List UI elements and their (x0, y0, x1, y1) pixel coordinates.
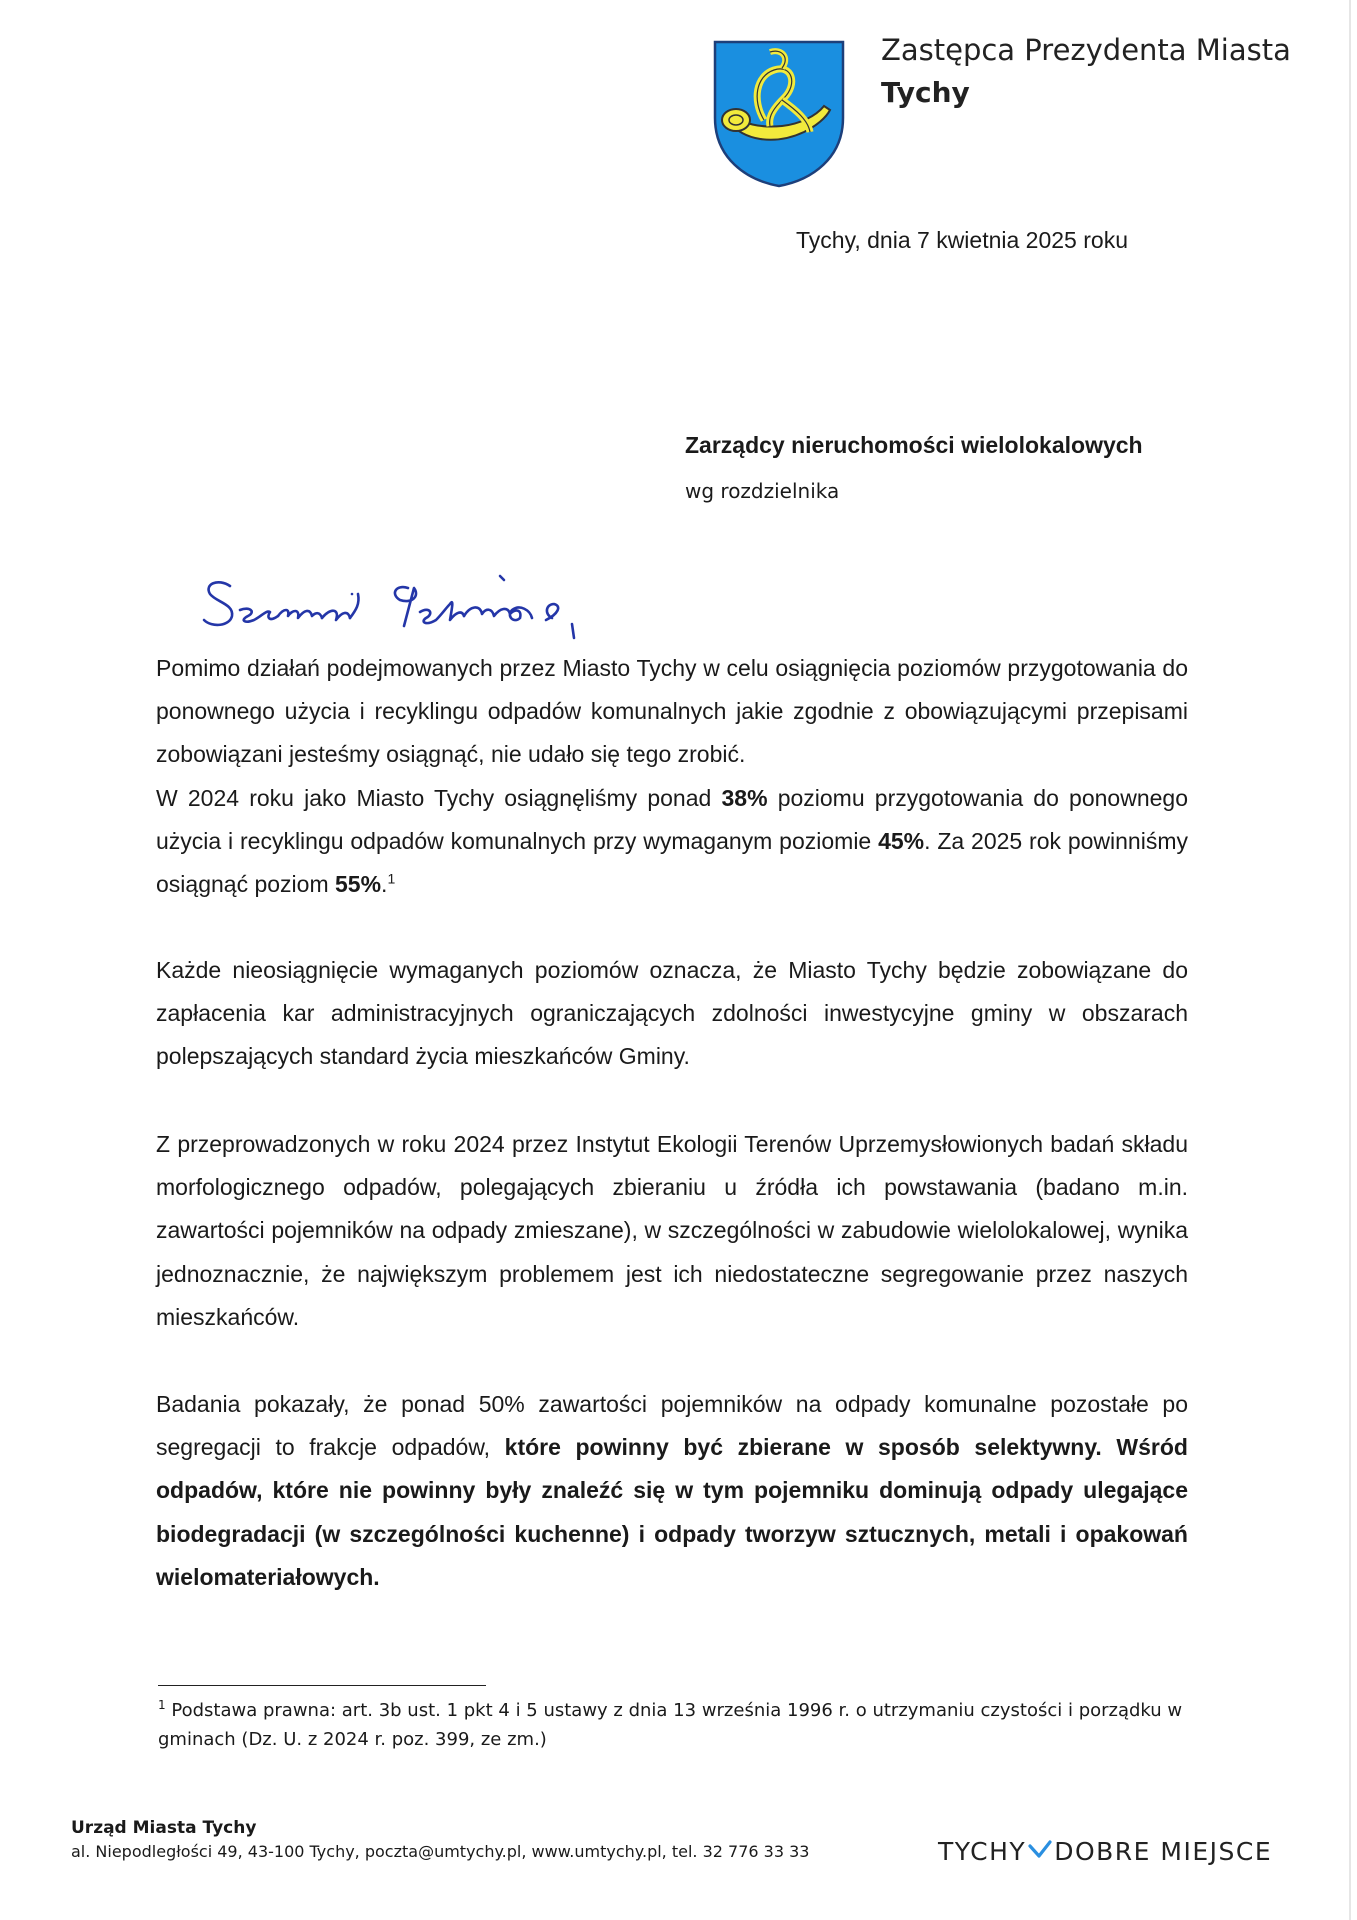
p1-value-required: 45% (878, 827, 925, 854)
p1-value-2025: 55% (335, 871, 382, 898)
handwritten-salutation (200, 568, 630, 648)
recipient-distribution: wg rozdzielnika (685, 479, 840, 503)
checkmark-icon (1028, 1837, 1052, 1866)
slogan-left: TYCHY (938, 1837, 1027, 1866)
footnote-text: Podstawa prawna: art. 3b ust. 1 pkt 4 i 5 ustawy z dnia 13 września 1996 r. o utrzymaniu czystości i porządku w gminach (Dz. U. z 2024 r. poz. 399, ze zm.) (158, 1700, 1183, 1750)
p1-value-2024: 38% (721, 784, 768, 811)
issuer-title: Zastępca Prezydenta Miasta (881, 33, 1291, 67)
footer-organization: Urząd Miasta Tychy (71, 1818, 257, 1838)
scan-edge (1349, 0, 1351, 1920)
letter-date: Tychy, dnia 7 kwietnia 2025 roku (796, 227, 1128, 253)
footnote-separator (158, 1685, 486, 1686)
city-crest-logo (712, 40, 846, 188)
issuer-city: Tychy (881, 76, 970, 109)
city-slogan-logo (938, 1837, 1272, 1866)
p4-text-bold: które powinny być zbierane w sposób selektywny. Wśród odpadów, które nie powinny były znaleźć się w tym pojemniku dominują odpady ulegające biodegradacji (w szczególności kuchenne) i odpady tworzyw sztucznych, metali i opakowań wielomateriałowych. (156, 1434, 1188, 1590)
p1-text-b5: . Za 2025 rok powinniśmy osiągnąć poziom (156, 827, 1188, 898)
body-paragraph-2: Każde nieosiągnięcie wymaganych poziomów oznacza, że Miasto Tychy będzie zobowiązane do zapłacenia kar administracyjnych ograniczających zdolności inwestycyjne gminy w obszarach polepszających standard życia mieszkańców Gminy. (156, 957, 1188, 1070)
slogan-right: DOBRE MIEJSCE (1054, 1837, 1273, 1866)
body-paragraph-4 (156, 1383, 1188, 1599)
p1-text-b3: poziomu przygotowania do ponownego użycia i recyklingu odpadów komunalnych przy wymaganym poziomie (156, 784, 1188, 854)
recipient-name: Zarządcy nieruchomości wielolokalowych (685, 432, 1143, 458)
p1-text-b1: W 2024 roku jako Miasto Tychy osiągnęliśmy ponad (156, 784, 722, 811)
footer-address: al. Niepodległości 49, 43-100 Tychy, poczta@umtychy.pl, www.umtychy.pl, tel. 32 776 33 33 (71, 1842, 810, 1861)
footnote-reference: 1 (387, 870, 396, 887)
body-paragraph-3: Z przeprowadzonych w roku 2024 przez Instytut Ekologii Terenów Uprzemysłowionych badań składu morfologicznego odpadów, polegających zbieraniu u źródła ich powstawania (badano m.in. zawartości pojemników na odpady zmieszane), w szczególności w zabudowie wielolokalowej, wynika jednoznacznie, że największym problemem jest ich niedostateczne segregowanie przez naszych mieszkańców. (156, 1131, 1188, 1330)
footnote-mark: 1 (158, 1698, 166, 1712)
p1-text-a: Pomimo działań podejmowanych przez Miasto Tychy w celu osiągnięcia poziomów przygotowania do ponownego użycia i recyklingu odpadów komunalnych jakie zgodnie z obowiązującymi przepisami zobowiązani jesteśmy osiągnąć, nie udało się tego zrobić. (156, 655, 1188, 768)
footnote (158, 1696, 1198, 1754)
p1-text-b7: . (381, 871, 388, 898)
body-paragraph-1 (156, 647, 1188, 906)
p4-text-a: Badania pokazały, że ponad 50% zawartości pojemników na odpady komunalne pozostałe po segregacji to frakcje odpadów, (156, 1391, 1188, 1461)
